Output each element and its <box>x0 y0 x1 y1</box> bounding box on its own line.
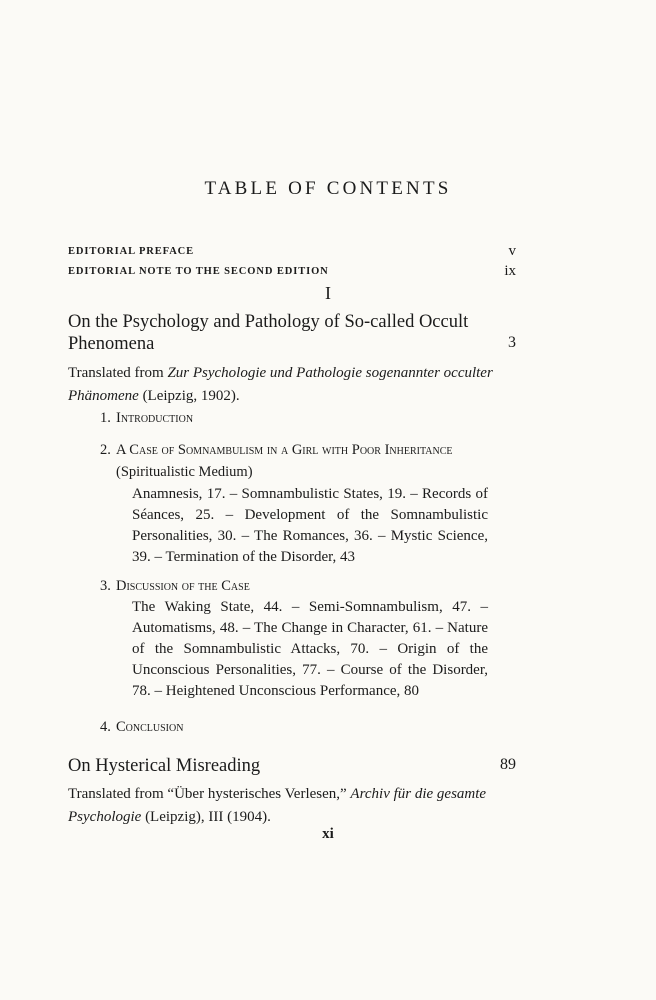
list-item: 1. Introduction <box>100 410 194 426</box>
section-heading <box>68 311 498 355</box>
part-number: I <box>325 283 331 303</box>
section-heading-line: Phenomena <box>68 334 155 354</box>
toc-page-number: ix <box>504 263 516 279</box>
page-number: xi <box>322 826 334 842</box>
item-title-suffix: (Spiritualistic Medium) <box>116 464 253 480</box>
section-heading: On Hysterical Misreading <box>68 756 261 776</box>
toc-page-number: 89 <box>500 756 516 773</box>
item-title: A Case of Somnambulism in a Girl with Poor Inheritance <box>116 442 453 458</box>
toc-entry-editorial-preface: EDITORIAL PREFACE <box>68 246 195 257</box>
item-title: Introduction <box>116 410 194 426</box>
page-title: TABLE OF CONTENTS <box>204 178 452 199</box>
translation-note: Translated from Zur Psychologie und Pathologie sogenannter occulter Phänomene (Leipzig, 1902). <box>68 365 493 404</box>
section-heading-line: On the Psychology and Pathology of So-called Occult <box>68 312 469 332</box>
list-item: 2. A Case of Somnambulism in a Girl with Poor Inheritance (Spiritualistic Medium) <box>100 442 453 480</box>
item-title: Discussion of the Case <box>116 578 250 594</box>
translation-note: Translated from “Über hysterisches Verlesen,” Archiv für die gesamte Psychologie (Leipzig), III (1904). <box>68 786 487 825</box>
source-title: Zur Psychologie und Pathologie sogenannter occulter Phänomene <box>68 365 493 404</box>
item-details: The Waking State, 44. – Semi-Somnambulism, 47. – Automatisms, 48. – The Change in Character, 61. – Nature of the Somnambulistic Attacks, 70. – Origin of the Unconscious Personalities, 77. – Course of the Disorder, 78. – Heightened Unconscious Performance, 80 <box>132 599 488 699</box>
toc-page-number: 3 <box>508 334 516 351</box>
list-item: 3. Discussion of the Case <box>100 578 250 594</box>
toc-page-number: v <box>508 243 516 259</box>
item-details: Anamnesis, 17. – Somnambulistic States, 19. – Records of Séances, 25. – Development of the Somnambulistic Personalities, 30. – The Romances, 36. – Mystic Science, 39. – Termination of the Disorder, 43 <box>132 486 488 565</box>
toc-entry-editorial-note: EDITORIAL NOTE TO THE SECOND EDITION <box>68 266 329 277</box>
source-journal: Archiv für die gesamte Psychologie <box>68 786 487 825</box>
list-item: 4. Conclusion <box>100 719 184 735</box>
item-title: Conclusion <box>116 719 184 735</box>
